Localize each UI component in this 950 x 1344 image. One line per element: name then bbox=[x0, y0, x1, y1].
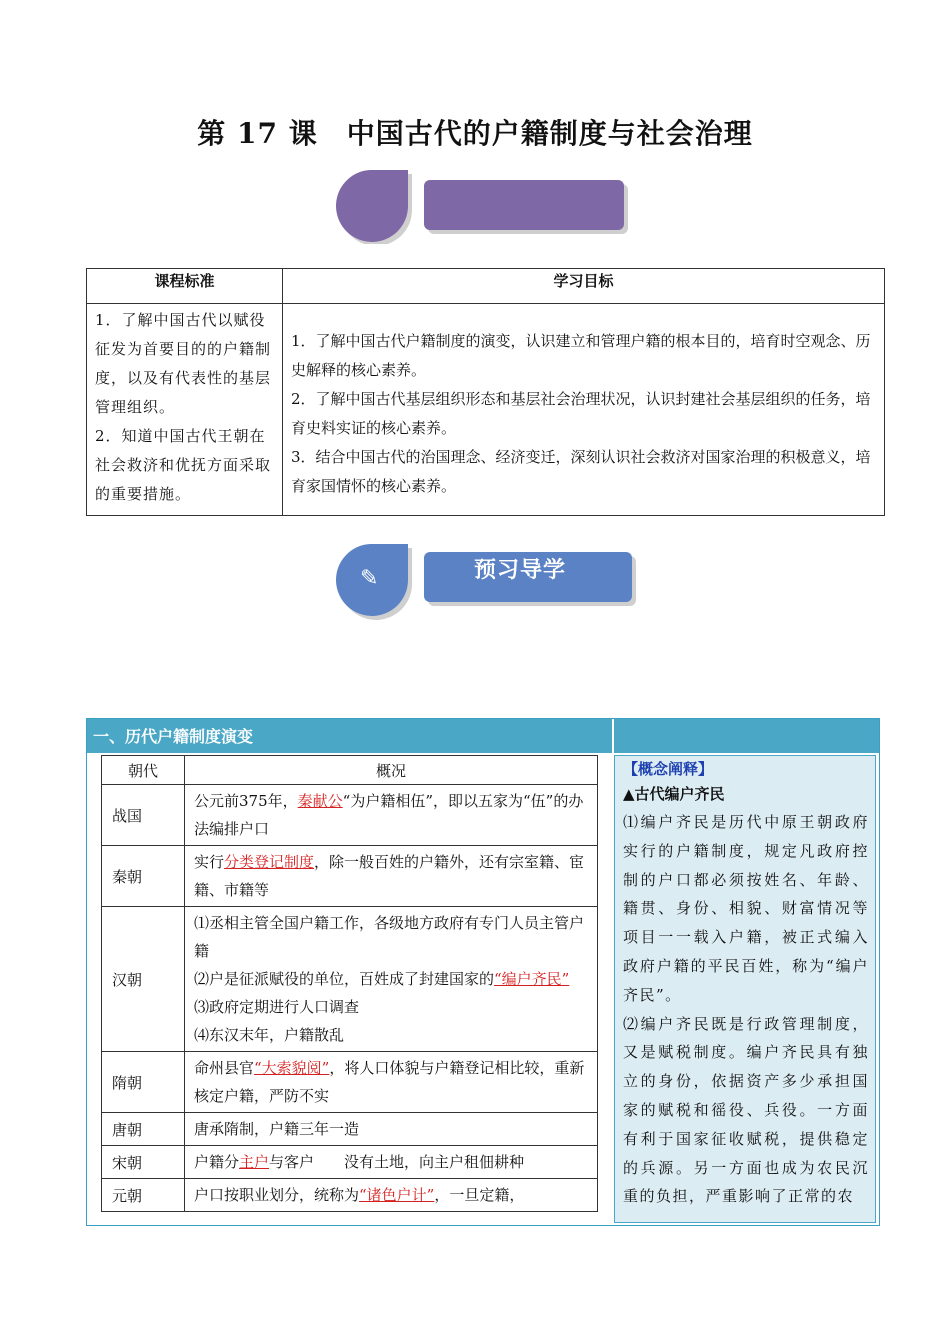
standard-item: 2．知道中国古代王朝在社会救济和优抚方面采取的重要措施。 bbox=[95, 427, 272, 503]
pencil-icon: ✎ bbox=[360, 566, 379, 591]
standards-header: 课程标准 bbox=[87, 269, 283, 304]
lesson-title: 第 17 课 中国古代的户籍制度与社会治理 bbox=[197, 117, 753, 150]
key-term: “诸色户计” bbox=[359, 1186, 435, 1204]
key-term: “大索貌阅” bbox=[254, 1059, 330, 1077]
concept-paragraph: ⑵编户齐民既是行政管理制度，又是赋税制度。编户齐民具有独立的身份，依据资产多少承担国家的赋税和徭役、兵役。一方面有利于国家征收赋税，提供稳定的兵源。另一方面也成为农民沉重的负担，严重影响了正常的农 bbox=[623, 1014, 869, 1206]
standard-item: 1．了解中国古代以赋役征发为首要目的的户籍制度，以及有代表性的基层管理组织。 bbox=[95, 311, 272, 416]
dynasty-cell: 宋朝 bbox=[102, 1146, 185, 1179]
table-row bbox=[102, 907, 598, 1052]
overview-cell: 公元前375年，秦献公“为户籍相伍”，即以五家为“伍”的办法编排户口 bbox=[185, 785, 598, 846]
dynasty-cell: 战国 bbox=[102, 785, 185, 846]
table-row bbox=[102, 1052, 598, 1113]
overview-cell: 户口按职业划分，统称为“诸色户计”，一旦定籍， bbox=[185, 1179, 598, 1212]
concept-subtitle: ▲古代编户齐民 bbox=[623, 785, 725, 803]
objectives-banner bbox=[330, 164, 630, 244]
section-header bbox=[87, 719, 879, 753]
table-row bbox=[102, 1146, 598, 1179]
table-row bbox=[102, 846, 598, 907]
key-term: 主户 bbox=[239, 1153, 270, 1171]
overview-cell: 命州县官“大索貌阅”，将人口体貌与户籍登记相比较，重新核定户籍，严防不实 bbox=[185, 1052, 598, 1113]
key-term: 秦献公 bbox=[297, 792, 343, 810]
dynasty-cell: 隋朝 bbox=[102, 1052, 185, 1113]
household-section bbox=[86, 718, 880, 1226]
concept-label: 【概念阐释】 bbox=[623, 760, 714, 778]
dynasty-cell: 汉朝 bbox=[102, 907, 185, 1052]
key-term: 分类登记制度 bbox=[224, 853, 315, 871]
dynasty-cell: 秦朝 bbox=[102, 846, 185, 907]
table-row bbox=[102, 785, 598, 846]
dynasty-cell: 元朝 bbox=[102, 1179, 185, 1212]
concept-box bbox=[614, 755, 876, 1223]
header-divider bbox=[612, 719, 614, 753]
overview-cell: ⑴丞相主管全国户籍工作，各级地方政府有专门人员主管户籍 ⑵户是征派赋役的单位，百姓成了封建国家的“编户齐民” ⑶政府定期进行人口调查 ⑷东汉末年，户籍散乱 bbox=[185, 907, 598, 1052]
dynasty-table bbox=[101, 755, 598, 1212]
table-row bbox=[102, 1179, 598, 1212]
standards-cell bbox=[87, 304, 283, 516]
objective-item: 1．了解中国古代户籍制度的演变，认识建立和管理户籍的根本目的，培育时空观念、历史解释的核心素养。 bbox=[291, 331, 871, 379]
preview-banner bbox=[330, 540, 640, 620]
overview-header: 概况 bbox=[185, 756, 598, 785]
table-row bbox=[102, 1113, 598, 1146]
key-term: “编户齐民” bbox=[494, 970, 570, 988]
overview-cell: 唐承隋制，户籍三年一造 bbox=[185, 1113, 598, 1146]
preview-banner-label: 预习导学 bbox=[474, 558, 567, 583]
objective-item: 2．了解中国古代基层组织形态和基层社会治理状况，认识封建社会基层组织的任务，培育史料实证的核心素养。 bbox=[291, 389, 871, 437]
overview-cell: 户籍分主户与客户 没有土地，向主户租佃耕种 bbox=[185, 1146, 598, 1179]
section-title: 一、历代户籍制度演变 bbox=[93, 727, 254, 746]
objectives-header: 学习目标 bbox=[283, 269, 885, 304]
overview-cell: 实行分类登记制度，除一般百姓的户籍外，还有宗室籍、宦籍、市籍等 bbox=[185, 846, 598, 907]
standards-table bbox=[86, 268, 885, 516]
objective-item: 3．结合中国古代的治国理念、经济变迁，深刻认识社会救济对国家治理的积极意义，培育家国情怀的核心素养。 bbox=[291, 447, 871, 495]
dynasty-header: 朝代 bbox=[102, 756, 185, 785]
objectives-cell bbox=[283, 304, 885, 516]
dynasty-cell: 唐朝 bbox=[102, 1113, 185, 1146]
concept-paragraph: ⑴编户齐民是历代中原王朝政府实行的户籍制度，规定凡政府控制的户口都必须按姓名、年龄、籍贯、身份、相貌、财富情况等项目一一载入户籍，被正式编入政府户籍的平民百姓，称为“编户齐民”。 bbox=[623, 813, 869, 1004]
